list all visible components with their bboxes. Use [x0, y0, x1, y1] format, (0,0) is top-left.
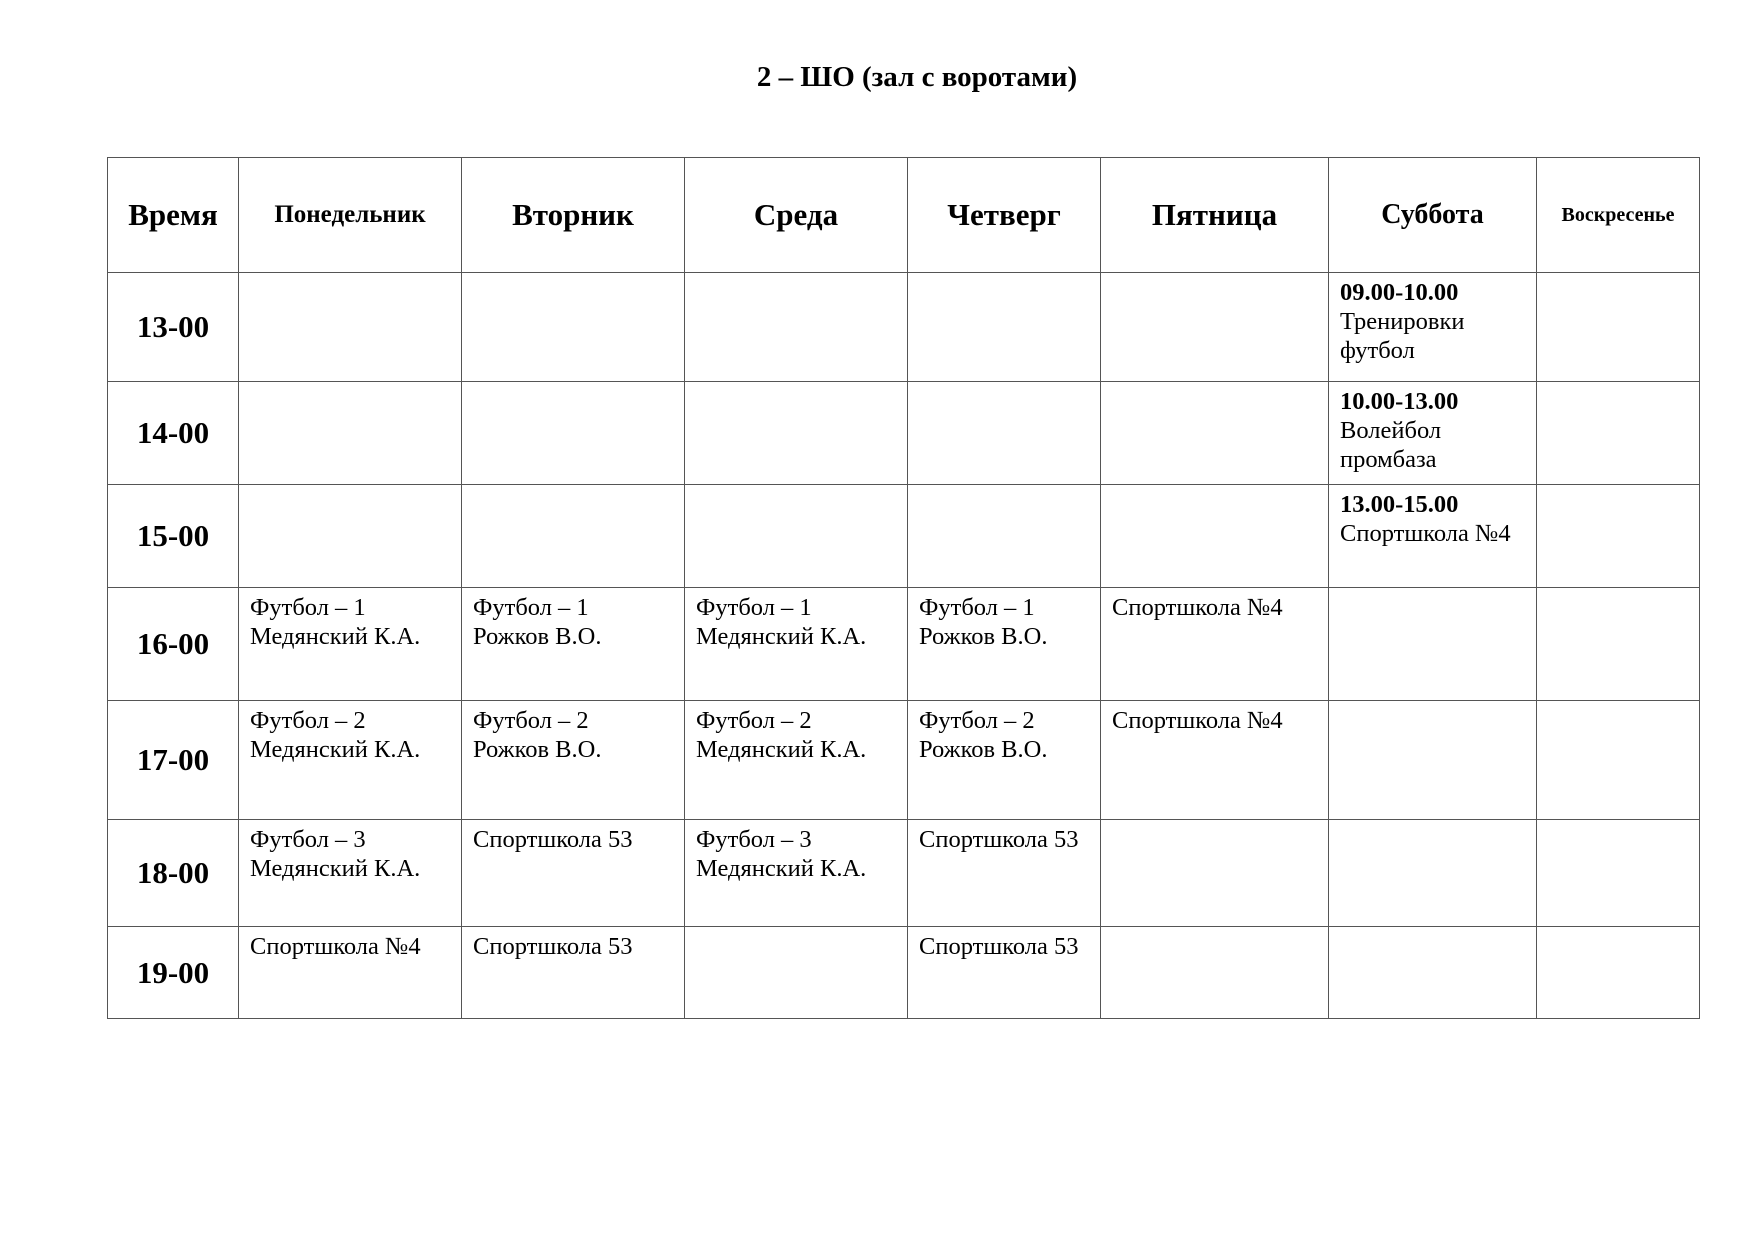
schedule-cell-saturday: [1329, 588, 1537, 701]
entry-text: Спортшкола 53: [473, 933, 633, 960]
column-header-tuesday: Вторник: [462, 158, 685, 273]
entry-text: Медянский К.А.: [250, 623, 421, 650]
time-slot-label: 13-00: [108, 273, 239, 382]
schedule-cell-friday: [1101, 588, 1329, 701]
schedule-cell-wednesday: [685, 382, 908, 485]
entry-text: Медянский К.А.: [696, 855, 867, 882]
schedule-cell-tuesday: [462, 382, 685, 485]
entry-text: Футбол – 1: [473, 594, 589, 621]
schedule-cell-wednesday: [685, 701, 908, 820]
entry-text: Футбол – 1: [250, 594, 366, 621]
entry-text: Рожков В.О.: [919, 736, 1048, 763]
column-header-sunday: Воскресенье: [1537, 158, 1700, 273]
schedule-cell-tuesday: [462, 701, 685, 820]
entry-text: промбаза: [1340, 446, 1437, 473]
schedule-cell-thursday: [908, 485, 1101, 588]
schedule-cell-sunday: [1537, 927, 1700, 1019]
schedule-cell-monday: [239, 485, 462, 588]
schedule-cell-sunday: [1537, 382, 1700, 485]
schedule-cell-tuesday: [462, 820, 685, 927]
table-row: [108, 588, 1700, 701]
schedule-cell-tuesday: [462, 485, 685, 588]
entry-text: Спортшкола №4: [250, 933, 421, 960]
time-slot-label: 14-00: [108, 382, 239, 485]
entry-text: футбол: [1340, 337, 1415, 364]
schedule-cell-saturday: [1329, 382, 1537, 485]
schedule-cell-tuesday: [462, 273, 685, 382]
entry-text: Футбол – 3: [250, 826, 366, 853]
entry-text: Рожков В.О.: [919, 623, 1048, 650]
entry-text: Футбол – 2: [919, 707, 1035, 734]
schedule-cell-sunday: [1537, 820, 1700, 927]
column-header-thursday: Четверг: [908, 158, 1101, 273]
entry-text: Волейбол: [1340, 417, 1442, 444]
schedule-cell-monday: [239, 820, 462, 927]
schedule-cell-thursday: [908, 701, 1101, 820]
schedule-body: [108, 273, 1700, 1019]
schedule-cell-wednesday: [685, 588, 908, 701]
column-header-wednesday: Среда: [685, 158, 908, 273]
entry-time-range: 10.00-13.00: [1340, 388, 1459, 415]
time-slot-label: 18-00: [108, 820, 239, 927]
entry-text: Тренировки: [1340, 308, 1465, 335]
table-row: [108, 382, 1700, 485]
schedule-cell-saturday: [1329, 701, 1537, 820]
schedule-cell-saturday: [1329, 273, 1537, 382]
entry-text: Медянский К.А.: [250, 736, 421, 763]
table-row: [108, 273, 1700, 382]
entry-text: Медянский К.А.: [696, 623, 867, 650]
schedule-cell-thursday: [908, 382, 1101, 485]
entry-text: Спортшкола №4: [1340, 520, 1511, 547]
schedule-cell-wednesday: [685, 273, 908, 382]
schedule-cell-tuesday: [462, 927, 685, 1019]
entry-text: Футбол – 1: [696, 594, 812, 621]
entry-time-range: 09.00-10.00: [1340, 279, 1459, 306]
schedule-cell-sunday: [1537, 485, 1700, 588]
column-header-time: Время: [108, 158, 239, 273]
schedule-cell-friday: [1101, 485, 1329, 588]
schedule-cell-sunday: [1537, 588, 1700, 701]
schedule-cell-friday: [1101, 382, 1329, 485]
schedule-cell-monday: [239, 927, 462, 1019]
header-row: [108, 158, 1700, 273]
column-header-monday: Понедельник: [239, 158, 462, 273]
schedule-cell-friday: [1101, 701, 1329, 820]
table-row: [108, 485, 1700, 588]
table-row: [108, 820, 1700, 927]
time-slot-label: 17-00: [108, 701, 239, 820]
entry-text: Рожков В.О.: [473, 623, 602, 650]
entry-text: Футбол – 3: [696, 826, 812, 853]
schedule-cell-sunday: [1537, 701, 1700, 820]
page-title: 2 – ШО (зал с воротами): [756, 61, 1078, 93]
schedule-table: [107, 157, 1700, 1019]
column-header-saturday: Суббота: [1329, 158, 1537, 273]
schedule-cell-monday: [239, 701, 462, 820]
entry-text: Спортшкола 53: [473, 826, 633, 853]
schedule-cell-wednesday: [685, 820, 908, 927]
schedule-cell-sunday: [1537, 273, 1700, 382]
schedule-cell-friday: [1101, 273, 1329, 382]
schedule-cell-thursday: [908, 927, 1101, 1019]
entry-text: Футбол – 1: [919, 594, 1035, 621]
schedule-cell-tuesday: [462, 588, 685, 701]
schedule-cell-wednesday: [685, 485, 908, 588]
entry-text: Медянский К.А.: [696, 736, 867, 763]
entry-text: Рожков В.О.: [473, 736, 602, 763]
schedule-cell-monday: [239, 382, 462, 485]
schedule-cell-saturday: [1329, 927, 1537, 1019]
schedule-header: [108, 158, 1700, 273]
schedule-cell-saturday: [1329, 820, 1537, 927]
schedule-cell-friday: [1101, 820, 1329, 927]
entry-time-range: 13.00-15.00: [1340, 491, 1459, 518]
entry-text: Медянский К.А.: [250, 855, 421, 882]
schedule-cell-thursday: [908, 820, 1101, 927]
time-slot-label: 16-00: [108, 588, 239, 701]
entry-text: Футбол – 2: [696, 707, 812, 734]
schedule-cell-monday: [239, 588, 462, 701]
time-slot-label: 19-00: [108, 927, 239, 1019]
schedule-cell-thursday: [908, 588, 1101, 701]
schedule-cell-monday: [239, 273, 462, 382]
entry-text: Спортшкола №4: [1112, 707, 1283, 734]
schedule-cell-friday: [1101, 927, 1329, 1019]
entry-text: Футбол – 2: [473, 707, 589, 734]
table-row: [108, 927, 1700, 1019]
entry-text: Футбол – 2: [250, 707, 366, 734]
table-row: [108, 701, 1700, 820]
entry-text: Спортшкола 53: [919, 933, 1079, 960]
time-slot-label: 15-00: [108, 485, 239, 588]
entry-text: Спортшкола 53: [919, 826, 1079, 853]
schedule-cell-saturday: [1329, 485, 1537, 588]
entry-text: Спортшкола №4: [1112, 594, 1283, 621]
column-header-friday: Пятница: [1101, 158, 1329, 273]
schedule-cell-thursday: [908, 273, 1101, 382]
schedule-cell-wednesday: [685, 927, 908, 1019]
